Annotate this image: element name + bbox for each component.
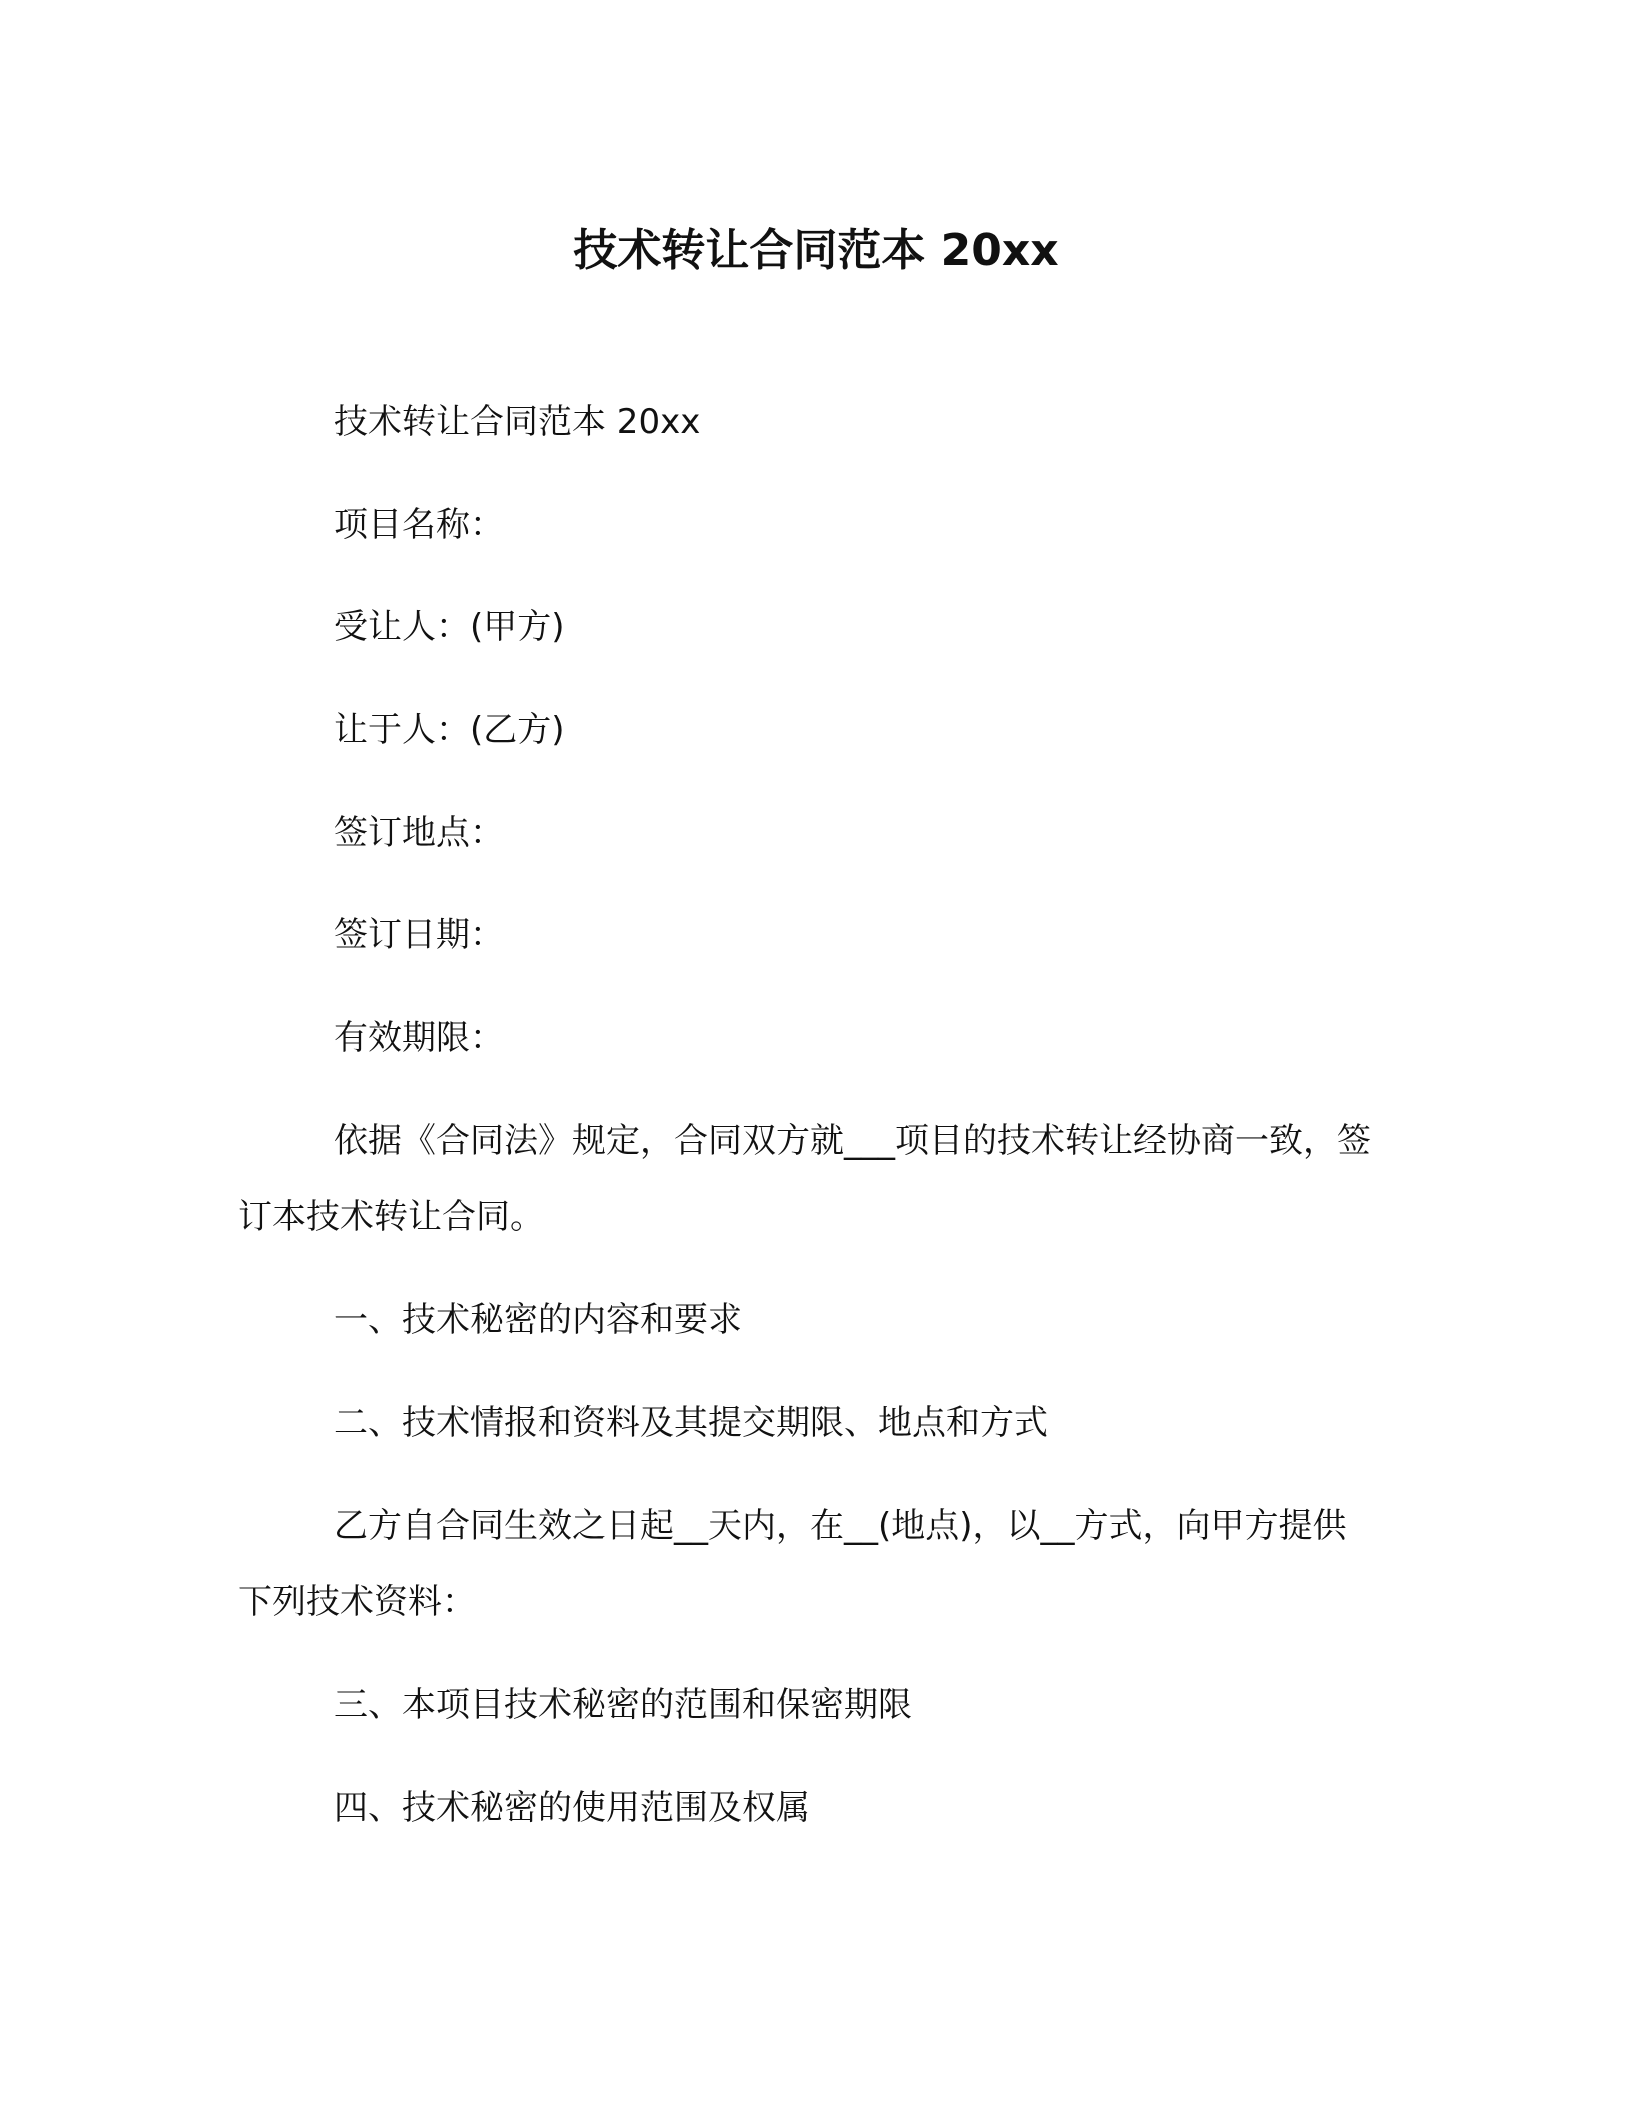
paragraph-subtitle: 技术转让合同范本 20xx xyxy=(334,402,701,442)
paragraph-signing-date: 签订日期： xyxy=(334,915,504,955)
paragraph-transferor: 让于人：(乙方) xyxy=(334,710,565,750)
section-heading-2: 二、技术情报和资料及其提交期限、地点和方式 xyxy=(334,1403,1048,1443)
section-heading-3: 三、本项目技术秘密的范围和保密期限 xyxy=(334,1685,912,1725)
paragraph-delivery: 乙方自合同生效之日起__天内，在__(地点)，以__方式，向甲方提供下列技术资料： xyxy=(238,1506,1347,1622)
paragraph-project-name: 项目名称： xyxy=(334,505,504,545)
paragraph-transferee: 受让人：(甲方) xyxy=(334,607,565,647)
section-heading-4: 四、技术秘密的使用范围及权属 xyxy=(334,1788,810,1828)
paragraph-signing-place: 签订地点： xyxy=(334,813,504,853)
section-heading-1: 一、技术秘密的内容和要求 xyxy=(334,1300,742,1340)
document-title: 技术转让合同范本 20xx xyxy=(573,225,1059,276)
paragraph-validity: 有效期限： xyxy=(334,1018,504,1058)
paragraph-legal-basis: 依据《合同法》规定，合同双方就___项目的技术转让经协商一致，签订本技术转让合同。 xyxy=(238,1121,1371,1237)
